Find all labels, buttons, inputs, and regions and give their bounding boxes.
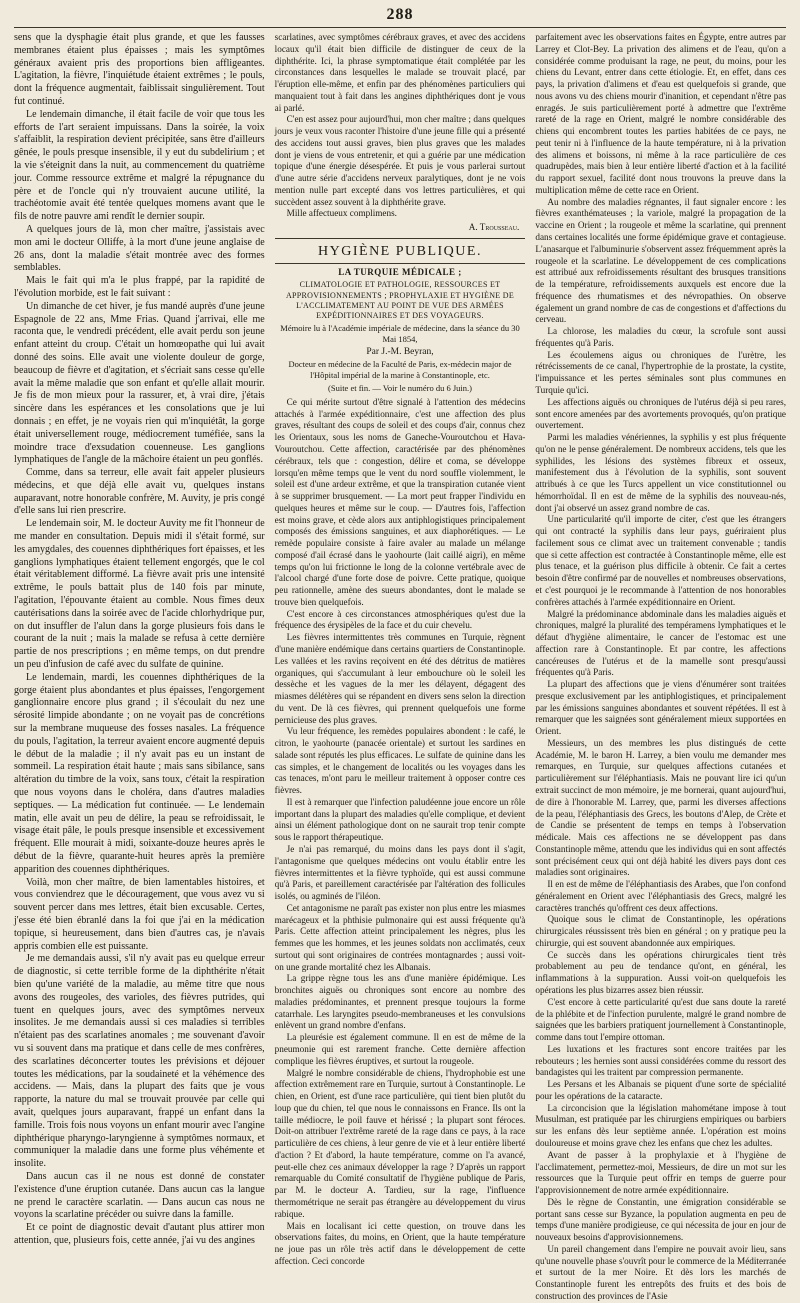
paragraph: La chlorose, les maladies du cœur, la scrofule sont aussi fréquentes qu'à Paris. <box>535 326 787 348</box>
paragraph: Les écoulemens aigus ou chroniques de l'urètre, les rétrécissements de ce canal, l'hypertrophie de la prostate, la cystite, l'impuissance et les pertes séminales sont plus communes en Turquie qu'ici. <box>535 349 787 395</box>
paragraph: Au nombre des maladies régnantes, il faut signaler encore : les fièvres exanthémateuses ; la variole, malgré la propagation de la vaccine en Orient ; la rougeole et même la scarlatine, qui prennent dans certaines localités une forme épidémique grave et contagieuse. L'anasarque et l'albuminurie s'observent assez fréquemment après la rougeole et la scarlatine. Le développement de ces complications est attribué aux refroidissements résultant des brusques transitions de la température, refroidissements auxquels est encore due la fréquence des rhumatismes et des névropathies. On observe également un grand nombre de cas de congestions et d'affections du cerveau. <box>535 196 787 325</box>
paragraph: La plupart des affections que je viens d'énumérer sont traitées presque exclusivement par les antiphlogistiques, et principalement par les émissions sanguines abondantes et souvent répétées. Il est à remarquer que les saignées sont généralement mieux supportées en Orient. <box>535 679 787 737</box>
paragraph: Les luxations et les fractures sont encore traitées par les rebouteurs ; les hernies sont aussi considérées comme du ressort des bandagistes qui les traitent par compression permanente. <box>535 1043 787 1078</box>
column-right <box>535 32 787 1301</box>
paragraph: Malgré le nombre considérable de chiens, l'hydrophobie est une affection extrêmement rare en Turquie, surtout à Constantinople. Le chien, en Orient, est d'une race particulière, qui tient bien plutôt du loup que du chien, tel que nous le connaissons en France. Ils ont la taille médiocre, le poil fauve et hérissé ; la plupart sont féroces. Doit-on attribuer l'extrême rareté de la rage dans ce pays, à la race particulière de ces chiens, à leur genre de vie et à leur entière liberté d'action ? Et d'abord, la haute température, comme on l'a avancé, peut-elle chez ces animaux développer la rage ? D'après un rapport remarquable du Comité consultatif de l'hygiène publique de Paris, par M. le docteur A. Tardieu, sur la rage, l'influence thermométrique ne serait pas étrangère au développement du virus rabique. <box>274 1067 526 1219</box>
paragraph: Avant de passer à la prophylaxie et à l'hygiène de l'acclimatement, permettez-moi, Messieurs, de dire un mot sur les ressources que la Turquie peut offrir en temps de guerre pour l'approvisionnement de notre armée expéditionnaire. <box>535 1149 787 1196</box>
page-number: 288 <box>386 6 414 23</box>
paragraph: Un pareil changement dans l'empire ne pouvait avoir lieu, sans qu'une nouvelle phase s'ouvrît pour le commerce de la Méditerranée et surtout de la mer Noire. Et dès lors les marchés de Constantinople furent les entrepôts des fruits et des bois de construction des provinces de l'Asie <box>535 1243 787 1301</box>
paragraph: Le lendemain, mardi, les couennes diphthériques de la gorge étaient plus abondantes et plus épaisses, l'engorgement ganglionnaire encore plus grand ; il s'écoulait du nez une sérosité limpide abondante ; on ne voyait pas de concrétions sur la membrane muqueuse des fosses nasales. La fréquence du pouls, l'agitation, la terreur avaient encore augmenté depuis le début de la maladie ; il n'y avait pas eu un instant de sommeil. La respiration était haute ; mais sans sibilance, sans altération du timbre de la voix, sans toux, c'était la respiration que nous voyons dans le choléra, dans d'autres maladies septiques. — La médication fut continuée. — Le lendemain matin, elle avait un peu de délire, la peau se refroidissait, le visage était pâle, le pouls presque insensible et excessivement fréquent. Elle mourait à midi, soixante-douze heures après le début de la fièvre, quarante-huit heures après la première apparition des couennes diphthériques. <box>14 671 265 875</box>
paragraph: Mais le fait qui m'a le plus frappé, par la rapidité de l'évolution morbide, est le fait suivant : <box>14 275 265 299</box>
paragraph: sens que la dysphagie était plus grande, et que les fausses membranes étaient plus épaisses ; mais les symptômes généraux avaient pris des proportions bien affligeantes. L'agitation, la fièvre, l'inquiétude étaient extrêmes ; le pouls, dont la fréquence augmentait, faiblissait singulièrement. Tout fut continué. <box>14 32 265 107</box>
paragraph: Dès le règne de Constantin, une émigration considérable se portant sans cesse sur Byzance, la population augmenta en peu de temps d'une manière prodigieuse, ce qui nécessita de jour en jour de nouveaux besoins d'approvisionnemens. <box>535 1196 787 1243</box>
paragraph: C'en est assez pour aujourd'hui, mon cher maître ; dans quelques jours je veux vous raconter l'histoire d'une jeune fille qui a présenté des accidens tout aussi graves, bien plus graves que les malades dont je viens de vous entretenir, et qui a guérie par une médication topique d'une énergie désespérée. Et puis je vous parlerai surtout d'une autre série d'accidens nerveux paralytiques, dont je ne vois mention nulle part excepté dans vos lettres particulières, et qui succèdent assez souvent à la diphthérite grave. <box>274 114 526 207</box>
paragraph: Parmi les maladies vénériennes, la syphilis y est plus fréquente qu'on ne le pense généralement. De nombreux accidens, tels que les syphilides, les lésions des systèmes fibreux et osseux, manifestement dus à l'évolution de la syphilis, sont souvent attribués à ce que les Turcs appellent un vice constitutionnel ou hémorrhoïdal. Il en est de même de la syphilis des nouveau-nés, dont j'ai observé un assez grand nombre de cas. <box>535 432 787 513</box>
paragraph: A quelques jours de là, mon cher maître, j'assistais avec mon ami le docteur Olliffe, à la mort d'une jeune anglaise de 26 ans, dont la maladie s'était montrée avec des formes semblables. <box>14 223 265 274</box>
paragraph: Le lendemain dimanche, il était facile de voir que tous les efforts de l'art seraient impuissans. Dans la soirée, la voix s'affaiblit, la respiration devient précipitée, sans être d'ailleurs gênée, le pouls presque insensible, il y eut du subdelirium ; et la vie s'éteignit dans la nuit, au commencement du quatrième jour. Comme ressource extrême et malgré la répugnance du père et de l'oncle qui n'y trouvaient aucune utilité, la trachéotomie avait été tentée quelques momens avant que le fils de notre pauvre ami rendît le dernier soupir. <box>14 108 265 223</box>
paragraph: Vu leur fréquence, les remèdes populaires abondent : le café, le citron, le yaohourte (panacée orientale) et surtout les sardines en salade sont réputés les plus efficaces. Le sulfate de quinine dans les cas simples, et le changement de localités ou les voyages dans les cas tenaces, m'ont paru le meilleur traitement à opposer contre ces fièvres. <box>274 726 526 796</box>
article-subtitle: CLIMATOLOGIE ET PATHOLOGIE, RESSOURCES ET APPROVISIONNEMENTS ; PROPHYLAXIE ET HYGIÈNE DE L'ACCLIMATEMENT AU POINT DE VUE DES ARMÉES EXPÉDITIONNAIRES ET DES VOYAGEURS. <box>285 280 515 321</box>
signature: A. Trousseau. <box>468 222 520 233</box>
paragraph: La pleurésie est également commune. Il en est de même de la pneumonie qui est rarement franche. Cette dernière affection complique les fièvres éruptives, et surtout la rougeole. <box>274 1032 526 1066</box>
paragraph: Il en est de même de l'éléphantiasis des Arabes, que l'on confond généralement en Orient avec l'éléphantiasis des Grecs, malgré les caractères tranchés qu'offrent ces deux affections. <box>535 879 787 913</box>
paragraph: La grippe règne tous les ans d'une manière épidémique. Les bronchites aiguës ou chroniques sont encore au nombre des maladies prédominantes, et prennent presque toujours la forme catarrhale. Les laryngites pseudo-membraneuses et les convulsions enlèvent un grand nombre d'enfans. <box>274 973 526 1031</box>
article-title: LA TURQUIE MÉDICALE ; <box>338 266 462 277</box>
author-affiliation: Docteur en médecine de la Faculté de Paris, ex-médecin major de l'Hôpital impérial de la marine à Constantinople, etc. <box>288 359 512 381</box>
columns <box>14 32 787 1301</box>
paragraph: Une particularité qu'il importe de citer, c'est que les étrangers qui ont contracté la syphilis dans leur pays, guériraient plus facilement sous ce climat avec un traitement convenable ; tandis que si cette affection est contractée à Constantinople même, elle est plus tenace, et la guérison plus difficile à obtenir. Ce fait a certes besoin d'être confirmé par de nouvelles et nombreuses observations, et c'est pourquoi je le recommande à l'attention de nos honorables confrères attachés à l'armée expéditionnaire en Orient. <box>535 514 787 607</box>
paragraph: Messieurs, un des membres les plus distingués de cette Académie, M. le baron H. Larrey, a bien voulu me demander mes remarques, en Turquie, sur quelques affections cutanées et particulièrement sur l'éléphantiasis. Mais ne pouvant lire ici qu'un extrait succinct de mon mémoire, je me bornerai, quant aujourd'hui, de dire à l'honorable M. Larrey, que, parmi les diverses affections de la peau, l'éléphantiasis des Grecs, les boutons d'Alep, de Crète et de Candie se présentent de temps en temps à l'observation médicale. Mais ces affections ne se développent pas dans Constantinople même, attendu que les individus qui en sont affectés sont précisément ceux qui ont déjà habité les divers pays dont ces maladies sont originaires. <box>535 737 787 878</box>
paragraph: scarlatines, avec symptômes cérébraux graves, et avec des accidens locaux qu'il était bien difficile de distinguer de ceux de la diphthérite. Ici, la phrase symptomatique était complétée par les circonstances dans lesquelles le malade se trouvait placé, par l'éruption elle-même, et enfin par des phénomènes particuliers qui manquaient tout à fait dans les angines diphthériques dont je vous ai parlé. <box>274 32 526 113</box>
paragraph: Quoique sous le climat de Constantinople, les opérations chirurgicales réussissent très bien en général ; on y pratique peu la chirurgie, qui est souvent abandonnée aux empiriques. <box>535 914 787 948</box>
paragraph: Le lendemain soir, M. le docteur Auvity me fit l'honneur de me mander en consultation. Depuis midi il s'était formé, sur les amygdales, des couennes diphthériques fort épaisses, et les ganglions lymphatiques étaient tellement engorgés, que le col était véritablement difformé. La fièvre avait pris une intensité extrême, le pouls battait plus de 140 fois par minute, l'agitation, l'épouvante étaient au comble. Nous fîmes deux cautérisations dans la soirée avec de l'acide chlorhydrique pur, on dut insuffler de l'alun dans la gorge plusieurs fois dans le courant de la nuit ; mais la malade se refusa à cette dernière partie de nos prescriptions ; en même temps, on dut prendre un peu d'infusion de café avec du sulfate de quinine. <box>14 518 265 671</box>
paragraph: Voilà, mon cher maître, de bien lamentables histoires, et vous conviendrez que le découragement, que vous avez vu si souvent percer dans mes lettres, était bien excusable. Certes, j'esse été bien ébranlé dans la foi que j'ai en la médication topique, si heureusement, dans bien d'autres cas, je n'avais appris combien elle est puissante. <box>14 876 265 952</box>
column-middle <box>274 32 526 1266</box>
paragraph: Les fièvres intermittentes très communes en Turquie, règnent d'une manière endémique dans certains quartiers de Constantinople. Les vallées et les ravins reçoivent en été des détritus de matières organiques, qui s'accumulant à leur embouchure où le soleil les dessèche et les vagues de la mer les délayent, dégagent des miasmes délétères qui se répandent en divers sens selon la direction du vent. De là ces fièvres, qui prennent quelquefois une forme pernicieuse des plus graves. <box>274 632 526 725</box>
paragraph: Et ce point de diagnostic devait d'autant plus attirer mon attention, que, plusieurs fois, cette année, j'ai vu des angines <box>14 1222 265 1246</box>
paragraph: Il est à remarquer que l'infection paludéenne joue encore un rôle important dans la plupart des maladies qu'elle complique, et devient ainsi un élément pathologique dont on ne saurait trop tenir compte sous le rapport thérapeutique. <box>274 796 526 843</box>
paragraph: Je n'ai pas remarqué, du moins dans les pays dont il s'agit, l'antagonisme que quelques médecins ont voulu établir entre les fièvres intermittentes et la fièvre typhoïde, qui est aussi commune qu'à Paris, et pareillement caractérisée par l'altération des follicules isolés, ou agminés de l'iléon. <box>274 844 526 902</box>
paragraph: Comme, dans sa terreur, elle avait fait appeler plusieurs médecins, et que déjà elle avait vu, quelques instans auparavant, notre honorable confrère, M. Auvity, je pris congé d'elle sans lui rien prescrire. <box>14 467 265 517</box>
paragraph: Les Persans et les Albanais se piquent d'une sorte de spécialité pour les opérations de la cataracte. <box>535 1079 787 1101</box>
paragraph: parfaitement avec les observations faites en Égypte, entre autres par Larrey et Clot-Bey. La privation des alimens et de l'eau, qu'on a considérée comme produisant la rage, ne peut, du moins, pour les chiens du Levant, entrer dans cette étiologie. Et, en effet, dans ces pays, la privation d'alimens et d'eau est quelquefois si grande, que nous avons vu des chiens mourir d'inanition, et cependant n'être pas enragés. Je suis particulièrement porté à admettre que l'extrême rareté de la rage en Orient, malgré le nombre considérable des chiens qui encombrent toutes les parties habitées de ce pays, ne peut tenir ni à l'influence de la haute température, ni à la privation des alimens et boissons, ni même à la race particulière de ces quadrupèdes, mais bien à leur entière liberté d'action et à la facilité du rapport sexuel, facilité dont nous trouvons la preuve dans la multiplication même de cette race en Orient. <box>535 32 787 195</box>
header-rule <box>14 27 786 28</box>
paragraph: Ce succès dans les opérations chirurgicales tient très probablement au peu de tendance qu'ont, en général, les inflammations à la suppuration. Aussi voit-on quelquefois les opérations les plus bizarres assez bien réussir. <box>535 949 787 996</box>
author: Par J.-M. Beyran, <box>366 347 434 358</box>
paragraph: C'est encore à ces circonstances atmosphériques qu'est due la fréquence des érysipèles de la face et du cuir chevelu. <box>274 608 526 631</box>
paragraph: Un dimanche de cet hiver, je fus mandé auprès d'une jeune Espagnole de 22 ans, Mme Frias. Quand j'arrivai, elle me raconta que, le vendredi précédent, elle avait perdu son jeune enfant atteint du croup. C'était un homœopathe qui lui avait donné des soins. Elle avait une violente douleur de gorge, beaucoup de fièvre et d'agitation, et s'écriait sans cesse qu'elle avait la même maladie que son enfant et qu'elle allait mourir. Je fis de mon mieux pour la rassurer, et, à vrai dire, j'étais sincère dans les espérances et les consolations que je lui donnais ; en effet, je ne voyais rien qui m'inquiétât, la gorge était universellement rouge, médiocrement tuméfiée, sans la moindre trace d'exsudation couenneuse. Les ganglions lymphatiques de l'angle de la mâchoire étaient un peu gonflés. <box>14 300 265 466</box>
memoir-note: Mémoire lu à l'Académie impériale de médecine, dans la séance du 30 Mai 1854, <box>280 323 520 345</box>
paragraph: Malgré la prédominance abdominale dans les maladies aiguës et chroniques, malgré la pluralité des tempéramens lymphatiques et le défaut d'hygiène alimentaire, le cancer de l'estomac est une affection rare à Constantinople. Et par contre, les affections cancéreuses de l'utérus et de la mamelle sont presqu'aussi fréquentes qu'à Paris. <box>535 608 787 678</box>
paragraph: La circoncision que la législation mahométane impose à tout Musulman, est pratiquée par les chirurgiens empiriques ou barbiers sur les enfans dès leur septième année. L'opération est moins douloureuse et moins grave chez les enfans que chez les adultes. <box>535 1102 787 1148</box>
section-divider <box>275 238 526 239</box>
paragraph: Les affections aiguës ou chroniques de l'utérus déjà si peu rares, sont encore amenées par des avortements provoqués, qu'on pratique ouvertement. <box>535 396 787 431</box>
paragraph: Je me demandais aussi, s'il n'y avait pas eu quelque erreur de diagnostic, si cette terrible forme de la diphthérite n'était bien qu'une variété de la maladie, au même titre que nous avons des rougeoles, des varioles, des fièvres putrides, qui tuent en quelques jours, avec des symptômes nerveux insolites. Je me demandais aussi si ces maladies si terribles n'étaient pas des scarlatines anomales ; me souvenant d'avoir vu si souvent dans ma pratique et dans celle de mes confrères, des scarlatines déconcerter toutes les prévisions et déjouer toutes les médications, par la soudaineté et la véhémence des accidens. — Mais, dans la plupart des faits que je vous rapporte, la nature du mal se trouvait prouvée par celle qui avait, quelques jours auparavant, frappé un enfant dans la famille. Trois fois nous voyons un enfant mourir avec l'angine diphthérique pharyngo-laryngienne à symptômes normaux, et communiquer la maladie dans une forme plus véhémente et insolite. <box>14 953 265 1170</box>
paragraph: Mais en localisant ici cette question, on trouve dans les observations faites, du moins, en Orient, que la haute température ne joue pas un rôle très actif dans le développement de cette affection. Ceci concorde <box>274 1220 526 1266</box>
paragraph: Ce qui mérite surtout d'être signalé à l'attention des médecins attachés à l'armée expéditionnaire, c'est une affection des plus graves, résultant des coups de soleil et des coups d'air, connus chez les Orientaux, sous les noms de Ganeche-Vouroutchou et Hava-Vouroutchou. Cette affection, caractérisée par des phénomènes cérébraux, tels que : congestion, délire et coma, se développe lorsqu'en même temps que le vent du nord souffle violemment, le soleil est d'une ardeur extrême, et que la transpiration cutanée vient à se supprimer brusquement. — La mort peut frapper l'individu en quelques heures et même sur le coup. — D'autres fois, l'affection est moins grave, et cède alors aux antiphlogistiques principalement composés des émissions sanguines, et aux diaphorétiques. — Le remède populaire consiste à faire avaler au malade un mélange composé d'ail écrasé dans le yaohourte (lait caillé aigri), en même temps qu'on lui frictionne le long de la colonne vertébrale avec de l'alcool chargé d'une forte dose de poivre. Cette pratique, quoique peu rationnelle, amène des sueurs abondantes, dont le malade se trouve bien quelquefois. <box>274 396 526 607</box>
paragraph: Dans aucun cas il ne nous est donné de constater l'existence d'une éruption cutanée. Dans aucun cas la langue ne prend le caractère scarlatin. — Dans aucun cas nous ne voyons la scarlatine précéder ou suivre dans la famille. <box>14 1170 265 1221</box>
section-title: HYGIÈNE PUBLIQUE. <box>275 243 526 264</box>
paragraph: C'est encore à cette particularité qu'est due sans doute la rareté de la phlébite et de l'infection purulente, malgré le grand nombre de saignées que les barbiers pratiquent journellement à Constantinople, comme dans tout l'empire ottoman. <box>535 996 787 1043</box>
continuation-note: (Suite et fin. — Voir le numéro du 6 Juin.) <box>328 383 472 394</box>
column-left <box>14 32 265 1246</box>
paragraph: Mille affectueux complimens. <box>286 208 397 219</box>
paragraph: Cet antagonisme ne paraît pas exister non plus entre les miasmes marécageux et la phthisie pulmonaire qui est aussi fréquente qu'à Paris. Cette affection atteint principalement les nègres, plus les femmes que les hommes, et les jeunes soldats non acclimatés, ceux surtout qui sont originaires de contrées montagnardes ; aussi voit-on une grande mortalité chez les Albanais. <box>274 902 526 972</box>
